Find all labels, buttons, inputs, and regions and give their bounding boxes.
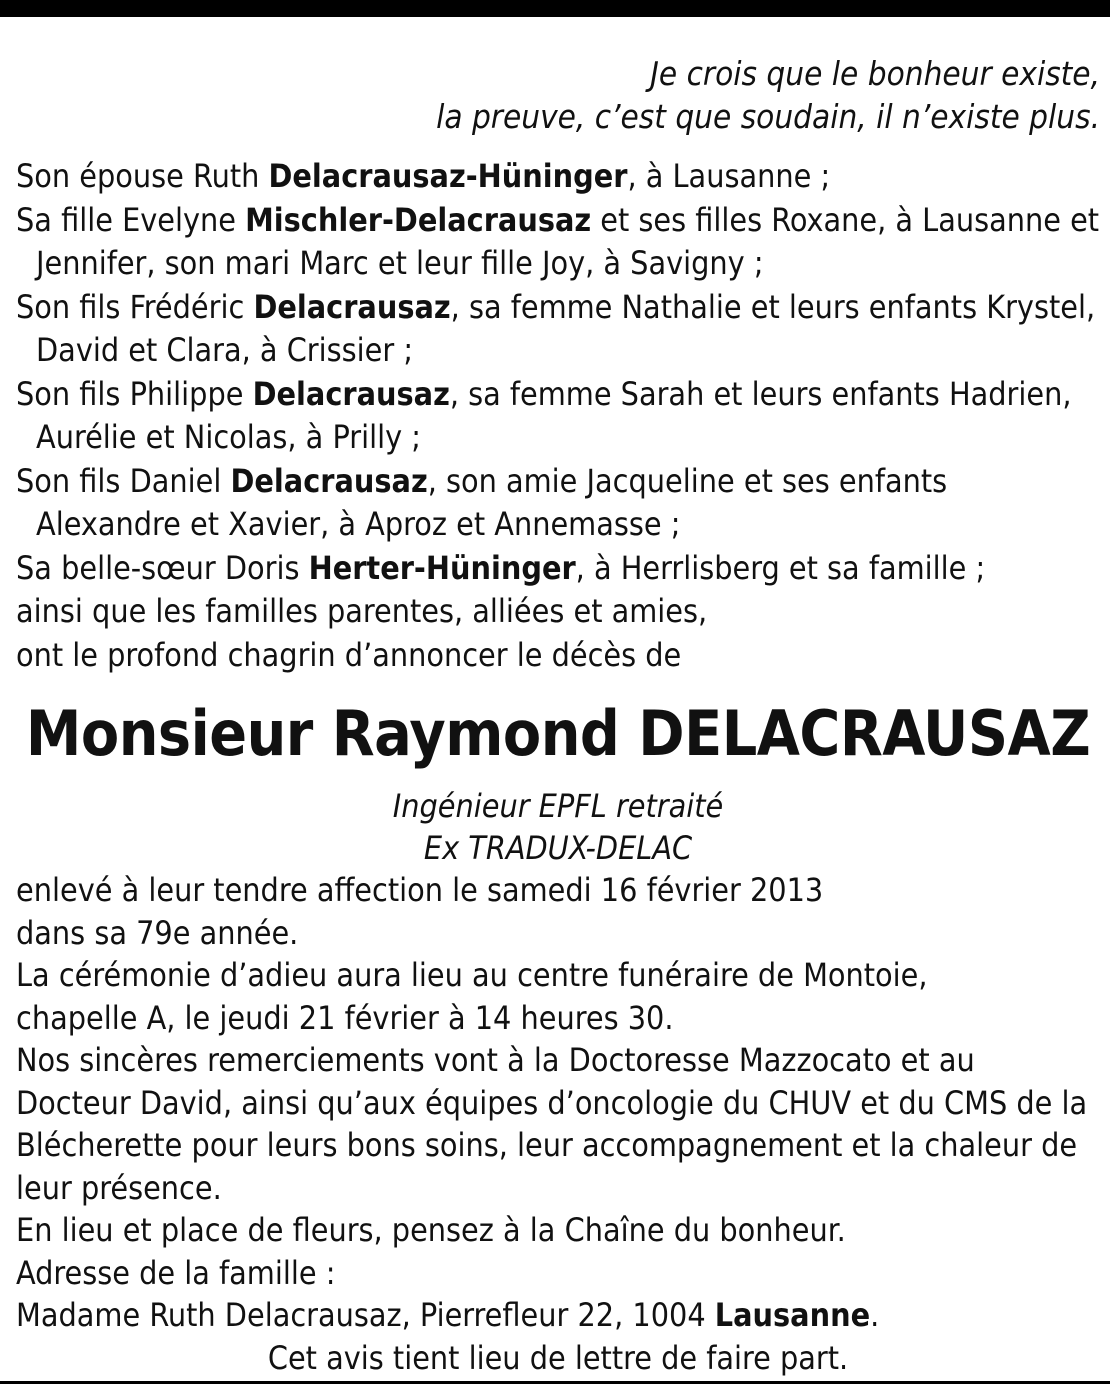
ceremony-line: chapelle A, le jeudi 21 février à 14 heures 30. (16, 998, 674, 1037)
deceased-title-profession: Ingénieur EPFL retraité (392, 787, 724, 825)
top-rule (0, 0, 1110, 17)
entry-text: , sa femme Sarah et leurs enfants Hadrien, Aurélie et Nicolas, à Prilly ; (36, 374, 1072, 456)
family-entry-son-daniel (16, 460, 1100, 547)
family-entry-son-frederic (16, 286, 1100, 373)
age-line: dans sa 79e année. (16, 913, 299, 952)
address-text: Madame Ruth Delacrausaz, Pierrefleur 22, 1004 (16, 1296, 715, 1334)
notice-body (16, 869, 1100, 1337)
family-surname: Herter-Hüninger (308, 548, 576, 587)
ceremony-line: La cérémonie d’adieu aura lieu au centre funéraire de Montoie, (16, 956, 928, 994)
family-surname: Mischler-Delacrausaz (245, 200, 592, 239)
entry-text: , son amie Jacqueline et ses enfants Alexandre et Xavier, à Aproz et Annemasse ; (36, 461, 948, 543)
thanks-line: leur présence. (16, 1168, 222, 1207)
epigraph-line: la preuve, c’est que soudain, il n’existe plus. (436, 97, 1100, 136)
family-surname: Delacrausaz (252, 374, 450, 413)
closing-line: Cet avis tient lieu de lettre de faire part. (267, 1338, 849, 1377)
entry-text: Sa fille Evelyne (16, 200, 246, 239)
bottom-rule (0, 1381, 1110, 1384)
obituary-notice (16, 52, 1100, 1379)
deceased-name: Monsieur Raymond DELACRAUSAZ (25, 697, 1091, 770)
family-surname: Delacrausaz (230, 461, 428, 500)
entry-text: Son fils Daniel (16, 461, 231, 500)
deceased-titles (16, 785, 1100, 869)
family-entry-son-philippe (16, 373, 1100, 460)
family-entry-daughter (16, 199, 1100, 286)
epigraph-quote (16, 52, 1100, 138)
entry-text: , à Lausanne ; (627, 157, 831, 195)
entry-text: et ses filles Roxane, à Lausanne et Jennifer, son mari Marc et leur fille Joy, à Savigny ; (36, 200, 1100, 282)
deceased-title-company: Ex TRADUX-DELAC (423, 829, 693, 867)
address-heading: Adresse de la famille : (16, 1253, 336, 1292)
entry-text: Son fils Philippe (16, 374, 253, 413)
death-date-line: enlevé à leur tendre affection le samedi 16 février 2013 (16, 871, 824, 909)
entry-text: Son épouse Ruth (16, 157, 269, 195)
family-list (16, 155, 1100, 677)
family-entry-wife (16, 155, 1100, 199)
announcement-line: ont le profond chagrin d’annoncer le décès de (16, 635, 682, 674)
flowers-line: En lieu et place de fleurs, pensez à la Chaîne du bonheur. (16, 1211, 846, 1249)
thanks-line: Docteur David, ainsi qu’aux équipes d’oncologie du CHUV et du CMS de la (16, 1083, 1088, 1122)
family-others: ainsi que les familles parentes, alliées et amies, (16, 592, 708, 630)
family-surname: Delacrausaz (253, 287, 451, 326)
entry-text: , sa femme Nathalie et leurs enfants Krystel, David et Clara, à Crissier ; (36, 287, 1096, 369)
family-surname: Delacrausaz-Hüninger (268, 157, 628, 195)
entry-text: , à Herrlisberg et sa famille ; (575, 548, 986, 587)
address-text: . (870, 1296, 880, 1334)
entry-text: Sa belle-sœur Doris (16, 548, 309, 587)
thanks-line: Blécherette pour leurs bons soins, leur accompagnement et la chaleur de (16, 1126, 1078, 1164)
family-address (16, 1294, 1100, 1337)
epigraph-line: Je crois que le bonheur existe, (650, 54, 1100, 93)
entry-text: Son fils Frédéric (16, 287, 254, 326)
address-city: Lausanne (714, 1296, 871, 1334)
thanks-line: Nos sincères remerciements vont à la Doctoresse Mazzocato et au (16, 1041, 975, 1079)
family-entry-sister-in-law (16, 547, 1100, 591)
